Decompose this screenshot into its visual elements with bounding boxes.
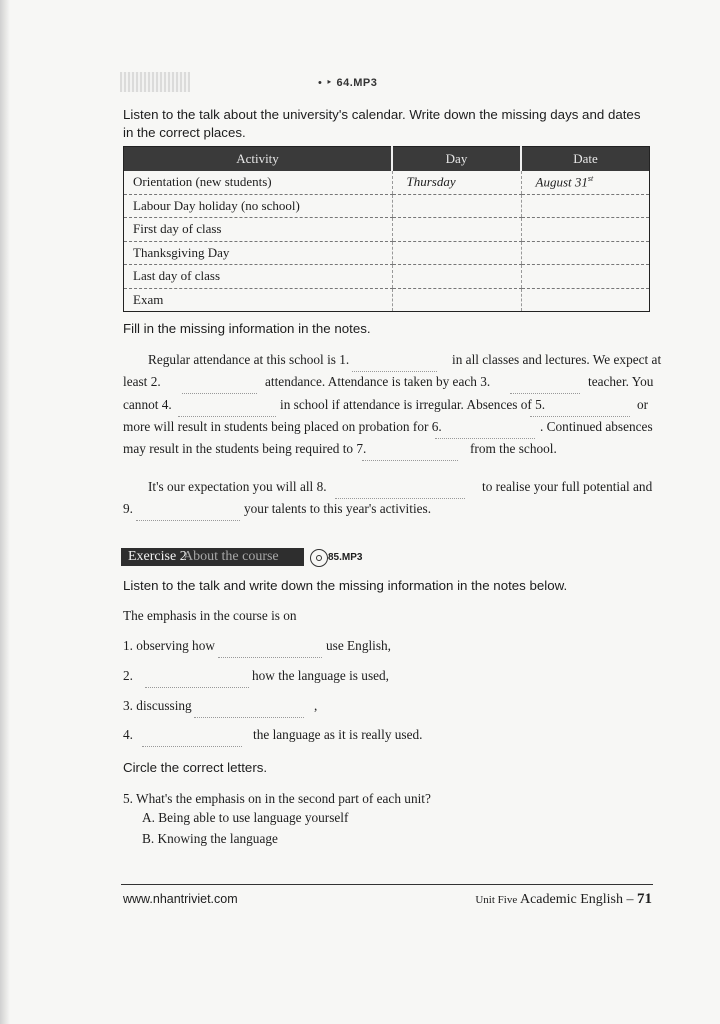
activity-cell: Orientation (new students) (124, 171, 393, 194)
day-cell[interactable] (392, 218, 521, 242)
exercise2-track: 85.MP3 (328, 552, 363, 563)
table-header-row (124, 147, 650, 172)
question-5: 5. What's the emphasis on in the second part of each unit? (123, 791, 431, 806)
notes-instruction: Fill in the missing information in the notes. (123, 321, 371, 336)
option-b[interactable]: B. Knowing the language (142, 831, 278, 846)
day-cell[interactable] (392, 288, 521, 312)
table-row (124, 241, 650, 265)
date-cell[interactable] (521, 241, 650, 265)
day-cell[interactable] (392, 265, 521, 289)
note-line-2b: attendance. Attendance is taken by each 3. (265, 374, 491, 389)
exercise2-instruction: Listen to the talk and write down the missing information in the notes below. (123, 578, 568, 593)
option-a[interactable]: A. Being able to use language yourself (142, 810, 349, 825)
table-row (124, 194, 650, 218)
note-line-7a: 9. (123, 501, 133, 516)
date-cell[interactable] (521, 171, 650, 194)
exercise1-instruction: Listen to the talk about the university's calendar. Write down the missing days and dates in the correct places. (123, 107, 641, 140)
blank-ex2-3[interactable] (194, 706, 304, 718)
footer-dash: – (626, 892, 634, 907)
note-line-7b: your talents to this year's activities. (244, 501, 432, 516)
header-track-label: 64.MP3 (336, 77, 378, 89)
note-line-5a: may result in the students being required to 7. (123, 441, 367, 456)
item-3a: 3. discussing (123, 698, 192, 713)
item-1a: 1. observing how (123, 638, 215, 653)
item-2b: how the language is used, (252, 668, 390, 683)
item-4b: the language as it is really used. (253, 727, 423, 742)
blank-ex2-1[interactable] (218, 646, 322, 658)
note-line-1a: Regular attendance at this school is 1. (148, 352, 350, 367)
footer-url: www.nhantriviet.com (123, 892, 238, 906)
blank-9[interactable] (136, 509, 240, 521)
item-2a: 2. (123, 668, 133, 683)
table-row (124, 218, 650, 242)
blank-2[interactable] (182, 382, 257, 394)
note-line-3b: in school if attendance is irregular. Absences of 5. (280, 397, 546, 412)
footer-running-title (475, 891, 652, 908)
blank-7[interactable] (362, 449, 458, 461)
header-track (318, 76, 377, 89)
date-cell[interactable] (521, 265, 650, 289)
footer-title: Academic English (519, 892, 623, 907)
footer-unit: Unit Five (475, 894, 518, 906)
blank-3[interactable] (510, 382, 580, 394)
footer-rule (121, 884, 653, 885)
header-day: Day (392, 147, 521, 172)
day-cell[interactable]: Thursday (392, 171, 521, 194)
note-line-6a: It's our expectation you will all 8. (148, 479, 327, 494)
note-line-3c: or (637, 397, 649, 412)
header-date: Date (521, 147, 650, 172)
table-row (124, 288, 650, 312)
scan-edge (0, 0, 10, 1024)
item-3b: , (314, 698, 318, 713)
activity-cell: Last day of class (124, 265, 393, 289)
date-value: August 31 (535, 174, 588, 190)
note-line-2c: teacher. You (588, 374, 654, 389)
table-row (124, 171, 650, 194)
table-row (124, 265, 650, 289)
note-line-1b: in all classes and lectures. We expect at (452, 352, 662, 367)
note-line-3a: cannot 4. (123, 397, 172, 412)
circle-instruction: Circle the correct letters. (123, 760, 268, 775)
date-suffix: st (587, 174, 594, 184)
blank-ex2-2[interactable] (145, 676, 249, 688)
item-1b: use English, (326, 638, 392, 653)
activity-cell: Exam (133, 291, 164, 307)
date-cell[interactable] (521, 288, 650, 312)
note-line-6b: to realise your full potential and (482, 479, 653, 494)
day-cell[interactable] (392, 241, 521, 265)
calendar-table (123, 146, 650, 312)
activity-cell: First day of class (124, 218, 393, 242)
note-line-4b: . Continued absences (540, 419, 653, 434)
date-cell[interactable] (521, 194, 650, 218)
activity-cell: Thanksgiving Day (124, 241, 393, 265)
day-cell[interactable] (392, 194, 521, 218)
header-activity: Activity (124, 147, 393, 172)
course-lead: The emphasis in the course is on (123, 608, 297, 623)
note-line-4a: more will result in students being placed on probation for 6. (123, 419, 442, 434)
cd-icon (310, 549, 328, 567)
blank-ex2-4[interactable] (142, 735, 242, 747)
item-4a: 4. (123, 727, 133, 742)
header-logo (120, 72, 190, 92)
date-cell[interactable] (521, 218, 650, 242)
note-line-5b: from the school. (470, 441, 557, 456)
exercise2-title: About the course (183, 549, 279, 564)
activity-cell: Labour Day holiday (no school) (124, 194, 393, 218)
page-number: 71 (637, 891, 652, 907)
cd-marker: • ‣ (318, 77, 337, 89)
exercise2-label: Exercise 2 (128, 549, 187, 564)
note-line-2a: least 2. (123, 374, 161, 389)
